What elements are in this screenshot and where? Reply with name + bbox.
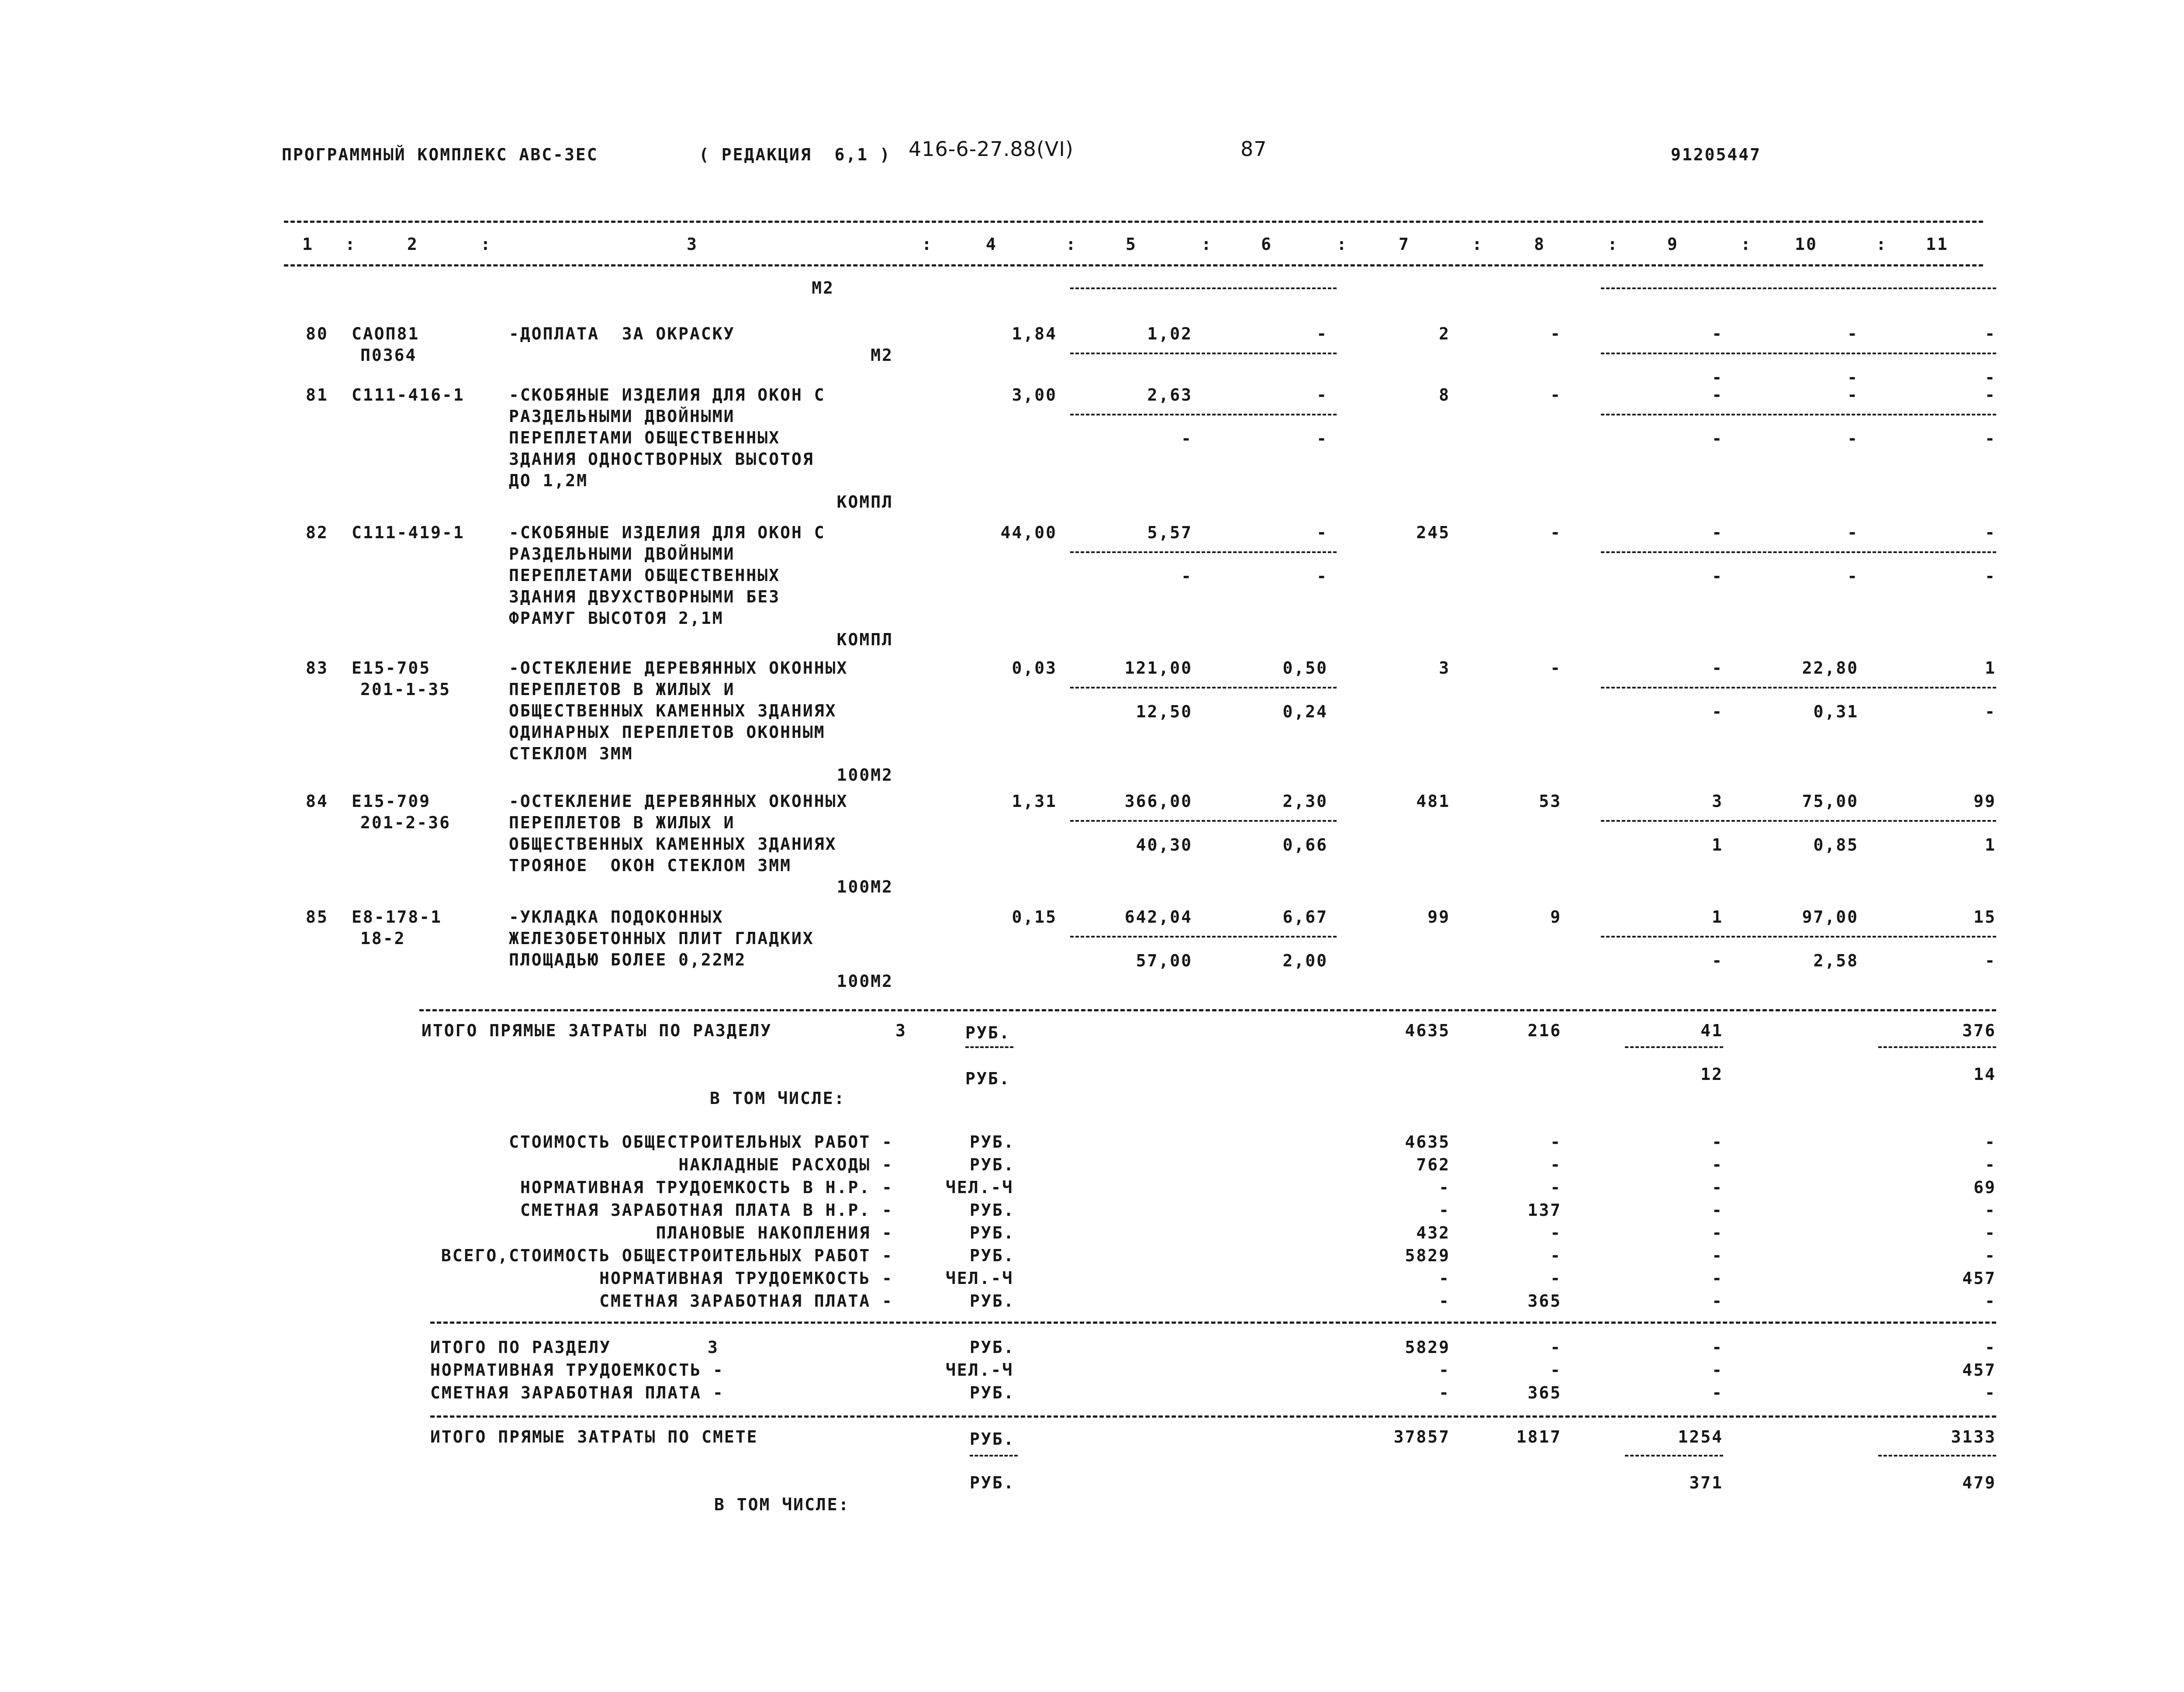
document-number: 91205447	[1671, 145, 1762, 164]
summary-label: ПЛАНОВЫЕ НАКОПЛЕНИЯ -	[656, 1223, 893, 1242]
unit-label: РУБ.	[970, 1223, 1015, 1242]
total-wage-value: -	[1550, 523, 1562, 542]
machine-cost-value: -	[1712, 1269, 1723, 1288]
labor-total-value: 69	[1973, 1178, 1996, 1197]
labor-total-value: 457	[1962, 1269, 1996, 1288]
unit-label: РУБ.	[970, 1473, 1015, 1492]
cell-rule	[965, 1046, 1013, 1048]
cell-rule	[1070, 414, 1337, 415]
column-separator: :	[1201, 235, 1213, 254]
machine-sub-value: -	[1712, 368, 1723, 387]
total-cost-value: 5829	[1405, 1338, 1450, 1357]
unit-label: М2	[812, 278, 834, 298]
unit-label: КОМПЛ	[836, 492, 893, 512]
unit-cost-sub-value: -	[1181, 429, 1192, 448]
cell-rule	[1601, 936, 1996, 938]
page-number: 87	[1241, 137, 1267, 161]
total-cost-value: -	[1439, 1201, 1450, 1220]
section-total-rule	[419, 1009, 1996, 1011]
unit-label: РУБ.	[970, 1201, 1015, 1220]
total-wage-value: -	[1550, 1132, 1562, 1152]
total-cost-value: -	[1439, 1178, 1450, 1197]
machine-cost-value: -	[1712, 1155, 1723, 1174]
unit-label: КОМПЛ	[836, 630, 893, 649]
cell-rule	[1070, 353, 1337, 354]
total-cost-value: 481	[1416, 792, 1450, 811]
machine-cost-value: 1	[1712, 907, 1723, 927]
total-cost-value: -	[1439, 1269, 1450, 1288]
total-wage-value: 365	[1527, 1291, 1562, 1311]
machine-cost-value: -	[1712, 1178, 1723, 1197]
unit-label: РУБ.	[970, 1132, 1015, 1152]
cell-rule	[1070, 820, 1337, 822]
quantity-value: 44,00	[1000, 523, 1057, 542]
program-name: ПРОГРАММНЫЙ КОМПЛЕКС АВС-ЗЕС	[282, 145, 598, 164]
total-wage-value: -	[1550, 1360, 1562, 1380]
labor-total-value: -	[1985, 385, 1996, 405]
column-header-6: 6	[1261, 235, 1272, 254]
cell-rule	[1601, 820, 1996, 822]
item-description: -СКОБЯНЫЕ ИЗДЕЛИЯ ДЛЯ ОКОН С	[509, 385, 826, 405]
column-separator: :	[1066, 235, 1077, 254]
item-description: ЖЕЛЕЗОБЕТОННЫХ ПЛИТ ГЛАДКИХ	[509, 929, 814, 948]
labor-total-value: -	[1985, 1246, 1996, 1265]
machine-cost-value: -	[1712, 1360, 1723, 1380]
unit-cost-sub-value: 40,30	[1136, 835, 1192, 855]
item-code: Е15-709	[352, 792, 431, 811]
unit-label: РУБ.	[970, 1429, 1015, 1449]
unit-label: РУБ.	[970, 1246, 1015, 1265]
item-description: СТЕКЛОМ 3ММ	[509, 744, 633, 763]
item-description: РАЗДЕЛЬНЫМИ ДВОЙНЫМИ	[509, 407, 735, 426]
labor-value: 22,80	[1802, 658, 1859, 678]
labor-total-value: -	[1985, 1338, 1996, 1357]
item-description: ЗДАНИЯ ОДНОСТВОРНЫХ ВЫСОТОЯ	[509, 450, 814, 469]
labor-total-value: -	[1985, 1383, 1996, 1402]
section-final-label: ИТОГО ПО РАЗДЕЛУ	[430, 1338, 612, 1357]
labor-value: -	[1847, 324, 1859, 343]
row-number: 80	[306, 324, 328, 343]
column-separator: :	[1741, 235, 1752, 254]
item-code: САОП81	[352, 324, 420, 343]
unit-wage-value: -	[1317, 385, 1328, 405]
unit-label: ЧЕЛ.-Ч	[946, 1360, 1014, 1380]
total-cost-value: -	[1439, 1291, 1450, 1311]
unit-label: ЧЕЛ.-Ч	[946, 1269, 1014, 1288]
machine-cost-value: 3	[1712, 792, 1723, 811]
labor-value: -	[1847, 523, 1859, 542]
labor-total-value: -	[1985, 1223, 1996, 1242]
unit-cost-value: 121,00	[1124, 658, 1192, 678]
cell-rule	[1070, 936, 1337, 938]
total-cost-value: -	[1439, 1383, 1450, 1402]
machine-cost-value: -	[1712, 1201, 1723, 1220]
unit-label: РУБ.	[970, 1338, 1015, 1357]
machine-cost-value: -	[1712, 1383, 1723, 1402]
total-wage-value: 137	[1527, 1201, 1562, 1220]
column-header-7: 7	[1399, 235, 1410, 254]
total-wage-value: -	[1550, 385, 1562, 405]
row-number: 81	[306, 385, 328, 405]
total-cost-value: 99	[1427, 907, 1450, 927]
unit-label: ЧЕЛ.-Ч	[946, 1178, 1014, 1197]
column-separator: :	[1337, 235, 1348, 254]
total-wage-value: -	[1550, 324, 1562, 343]
total-cost-value: 762	[1416, 1155, 1450, 1174]
unit-wage-value: -	[1317, 324, 1328, 343]
total-wage-value: -	[1550, 1269, 1562, 1288]
column-separator: :	[1876, 235, 1887, 254]
unit-label: РУБ.	[970, 1155, 1015, 1174]
item-description: ОДИНАРНЫХ ПЕРЕПЛЕТОВ ОКОННЫМ	[509, 723, 826, 742]
column-header-10: 10	[1795, 235, 1818, 254]
total-cost-value: 4635	[1405, 1132, 1450, 1152]
total-wage-value: 1817	[1516, 1427, 1562, 1446]
unit-wage-value: 2,30	[1282, 792, 1328, 811]
machine-sub-value: -	[1712, 429, 1723, 448]
item-description: -ОСТЕКЛЕНИЕ ДЕРЕВЯННЫХ ОКОННЫХ	[509, 792, 848, 811]
machine-cost-value: -	[1712, 385, 1723, 405]
cell-rule	[970, 1455, 1018, 1457]
labor-total-value: 1	[1985, 658, 1996, 678]
total-cost-value: -	[1439, 1360, 1450, 1380]
row-number: 82	[306, 523, 328, 542]
table-top-rule	[284, 221, 1983, 223]
unit-label: РУБ.	[965, 1023, 1011, 1042]
cell-rule	[1625, 1046, 1723, 1048]
item-description: РАЗДЕЛЬНЫМИ ДВОЙНЫМИ	[509, 544, 735, 564]
labor-total-value: -	[1985, 1201, 1996, 1220]
labor-total-sub-value: -	[1985, 429, 1996, 448]
item-description: ПЕРЕПЛЕТАМИ ОБЩЕСТВЕННЫХ	[509, 428, 781, 447]
labor-total-value: 457	[1962, 1360, 1996, 1380]
estimate-total-rule	[430, 1415, 1996, 1418]
item-description: ПЕРЕПЛЕТОВ В ЖИЛЫХ И	[509, 813, 735, 832]
item-description: ПЕРЕПЛЕТАМИ ОБЩЕСТВЕННЫХ	[509, 566, 781, 585]
total-wage-value: 216	[1527, 1021, 1562, 1040]
unit-wage-value: 0,50	[1282, 658, 1328, 678]
unit-label: 100М2	[836, 972, 893, 991]
total-wage-value: 365	[1527, 1383, 1562, 1402]
row-number: 83	[306, 658, 328, 678]
column-header-9: 9	[1667, 235, 1679, 254]
summary-label: ВСЕГО,СТОИМОСТЬ ОБЩЕСТРОИТЕЛЬНЫХ РАБОТ -	[441, 1246, 893, 1265]
column-header-3: 3	[687, 235, 698, 254]
unit-cost-value: 5,57	[1147, 523, 1192, 542]
labor-value: 75,00	[1802, 792, 1859, 811]
summary-label: НОРМАТИВНАЯ ТРУДОЕМКОСТЬ В Н.Р. -	[520, 1178, 893, 1197]
item-description: ОБЩЕСТВЕННЫХ КАМЕННЫХ ЗДАНИЯХ	[509, 834, 837, 854]
project-code: 416-6-27.88(VI)	[909, 137, 1074, 161]
unit-label: РУБ.	[970, 1291, 1015, 1311]
cell-rule	[1878, 1046, 1996, 1048]
machine-cost-value: -	[1712, 1291, 1723, 1311]
machine-cost-value: -	[1712, 1246, 1723, 1265]
unit-wage-sub-value: 2,00	[1282, 951, 1328, 970]
quantity-value: 3,00	[1012, 385, 1057, 405]
column-separator: :	[922, 235, 933, 254]
total-wage-value: -	[1550, 1223, 1562, 1242]
table-header-bottom-rule	[284, 264, 1983, 266]
labor-total-sub-value: -	[1985, 567, 1996, 586]
section-number: 3	[895, 1021, 907, 1040]
total-wage-value: -	[1550, 658, 1562, 678]
cell-rule	[1601, 287, 1996, 289]
item-description: -ОСТЕКЛЕНИЕ ДЕРЕВЯННЫХ ОКОННЫХ	[509, 658, 848, 678]
item-code: 201-2-36	[360, 813, 451, 832]
labor-sub-value: -	[1847, 368, 1859, 387]
cell-rule	[1070, 551, 1337, 553]
item-description: ПЕРЕПЛЕТОВ В ЖИЛЫХ И	[509, 680, 735, 699]
item-code: 18-2	[360, 929, 406, 948]
column-header-11: 11	[1926, 235, 1949, 254]
column-separator: :	[1607, 235, 1619, 254]
column-header-8: 8	[1534, 235, 1545, 254]
unit-label: РУБ.	[965, 1069, 1011, 1088]
cell-rule	[1601, 414, 1996, 415]
item-code: С111-419-1	[352, 523, 465, 542]
unit-cost-value: 1,02	[1147, 324, 1192, 343]
section-final-rule	[430, 1322, 1996, 1324]
machine-cost-value: 41	[1700, 1021, 1723, 1040]
quantity-value: 0,15	[1012, 907, 1057, 927]
item-code: Е15-705	[352, 658, 431, 678]
unit-cost-value: 2,63	[1147, 385, 1192, 405]
machine-cost-value: 1254	[1678, 1427, 1723, 1446]
total-wage-value: -	[1550, 1246, 1562, 1265]
labor-sub-value: 2,58	[1813, 951, 1859, 970]
unit-cost-sub-value: -	[1181, 567, 1192, 586]
machine-sub-value: 371	[1689, 1473, 1723, 1492]
cell-rule	[1601, 353, 1996, 354]
machine-cost-value: -	[1712, 324, 1723, 343]
unit-label: 100М2	[836, 877, 893, 896]
item-description: ОБЩЕСТВЕННЫХ КАМЕННЫХ ЗДАНИЯХ	[509, 701, 837, 720]
total-cost-value: 4635	[1405, 1021, 1450, 1040]
section-final-label: НОРМАТИВНАЯ ТРУДОЕМКОСТЬ -	[430, 1360, 724, 1380]
unit-wage-value: 6,67	[1282, 907, 1328, 927]
cell-rule	[1070, 287, 1337, 289]
labor-total-sub-value: 1	[1985, 835, 1996, 855]
column-header-1: 1	[302, 235, 314, 254]
labor-value: -	[1847, 385, 1859, 405]
labor-total-value: 15	[1973, 907, 1996, 927]
total-wage-value: 9	[1550, 907, 1562, 927]
labor-total-value: -	[1985, 523, 1996, 542]
total-cost-value: 8	[1439, 385, 1450, 405]
cell-rule	[1601, 687, 1996, 689]
machine-sub-value: 1	[1712, 835, 1723, 855]
machine-sub-value: 12	[1700, 1065, 1723, 1084]
unit-wage-sub-value: -	[1317, 567, 1328, 586]
total-cost-value: 245	[1416, 523, 1450, 542]
machine-sub-value: -	[1712, 567, 1723, 586]
item-description: ЗДАНИЯ ДВУХСТВОРНЫМИ БЕЗ	[509, 587, 781, 606]
total-wage-value: -	[1550, 1338, 1562, 1357]
item-description: ФРАМУГ ВЫСОТОЯ 2,1М	[509, 609, 724, 628]
unit-wage-value: -	[1317, 523, 1328, 542]
item-code: 201-1-35	[360, 680, 451, 699]
unit-wage-sub-value: 0,24	[1282, 702, 1328, 721]
unit-label: 100М2	[836, 765, 893, 785]
item-description: ПЛОЩАДЬЮ БОЛЕЕ 0,22М2	[509, 950, 746, 969]
summary-label: НАКЛАДНЫЕ РАСХОДЫ -	[678, 1155, 893, 1174]
unit-wage-sub-value: 0,66	[1282, 835, 1328, 855]
including-label: В ТОМ ЧИСЛЕ:	[710, 1089, 846, 1108]
total-cost-value: 432	[1416, 1223, 1450, 1242]
column-separator: :	[345, 235, 356, 254]
labor-total-value: -	[1985, 1155, 1996, 1174]
summary-label: СМЕТНАЯ ЗАРАБОТНАЯ ПЛАТА -	[599, 1291, 893, 1311]
labor-total-value: -	[1985, 1291, 1996, 1311]
program-edition: ( РЕДАКЦИЯ 6,1 )	[699, 145, 891, 164]
unit-cost-value: 642,04	[1124, 907, 1192, 927]
column-header-2: 2	[407, 235, 418, 254]
total-wage-value: 53	[1539, 792, 1562, 811]
item-description: ТРОЯНОЕ ОКОН СТЕКЛОМ 3ММ	[509, 856, 791, 875]
unit-label: РУБ.	[970, 1383, 1015, 1402]
section-number: 3	[708, 1338, 719, 1357]
row-number: 85	[306, 907, 328, 927]
machine-sub-value: -	[1712, 951, 1723, 970]
column-separator: :	[480, 235, 492, 254]
labor-sub-value: -	[1847, 567, 1859, 586]
labor-sub-value: -	[1847, 429, 1859, 448]
labor-total-sub-value: 479	[1962, 1473, 1996, 1492]
section-total-label: ИТОГО ПРЯМЫЕ ЗАТРАТЫ ПО РАЗДЕЛУ	[422, 1021, 772, 1040]
summary-label: СМЕТНАЯ ЗАРАБОТНАЯ ПЛАТА В Н.Р. -	[520, 1201, 893, 1220]
labor-total-sub-value: -	[1985, 368, 1996, 387]
including-label: В ТОМ ЧИСЛЕ:	[714, 1495, 850, 1514]
summary-label: СТОИМОСТЬ ОБЩЕСТРОИТЕЛЬНЫХ РАБОТ -	[509, 1132, 893, 1152]
unit-wage-sub-value: -	[1317, 429, 1328, 448]
machine-cost-value: -	[1712, 1338, 1723, 1357]
labor-total-value: 99	[1973, 792, 1996, 811]
row-number: 84	[306, 792, 328, 811]
item-code: Е8-178-1	[352, 907, 442, 927]
quantity-value: 0,03	[1012, 658, 1057, 678]
total-cost-value: 2	[1439, 324, 1450, 343]
item-description: -СКОБЯНЫЕ ИЗДЕЛИЯ ДЛЯ ОКОН С	[509, 523, 826, 542]
unit-cost-sub-value: 12,50	[1136, 702, 1192, 721]
labor-total-value: -	[1985, 324, 1996, 343]
section-final-label: СМЕТНАЯ ЗАРАБОТНАЯ ПЛАТА -	[430, 1383, 724, 1402]
cell-rule	[1070, 687, 1337, 689]
item-code: С111-416-1	[352, 385, 465, 405]
total-cost-value: 37857	[1393, 1427, 1450, 1446]
machine-cost-value: -	[1712, 1132, 1723, 1152]
total-wage-value: -	[1550, 1155, 1562, 1174]
unit-cost-sub-value: 57,00	[1136, 951, 1192, 970]
estimate-total-label: ИТОГО ПРЯМЫЕ ЗАТРАТЫ ПО СМЕТЕ	[430, 1427, 758, 1446]
quantity-value: 1,31	[1012, 792, 1057, 811]
unit-label: М2	[871, 346, 893, 365]
labor-total-sub-value: -	[1985, 951, 1996, 970]
item-description: -ДОПЛАТА ЗА ОКРАСКУ	[509, 324, 735, 343]
unit-cost-value: 366,00	[1124, 792, 1192, 811]
column-separator: :	[1472, 235, 1483, 254]
labor-total-sub-value: 14	[1973, 1065, 1996, 1084]
total-wage-value: -	[1550, 1178, 1562, 1197]
cell-rule	[1601, 551, 1996, 553]
quantity-value: 1,84	[1012, 324, 1057, 343]
labor-sub-value: 0,85	[1813, 835, 1859, 855]
total-cost-value: 5829	[1405, 1246, 1450, 1265]
item-code: П0364	[360, 346, 417, 365]
column-header-4: 4	[986, 235, 997, 254]
cell-rule	[1878, 1455, 1996, 1457]
labor-total-value: -	[1985, 1132, 1996, 1152]
labor-value: 97,00	[1802, 907, 1859, 927]
labor-total-value: 3133	[1951, 1427, 1996, 1446]
labor-total-sub-value: -	[1985, 702, 1996, 721]
machine-cost-value: -	[1712, 658, 1723, 678]
column-header-5: 5	[1126, 235, 1137, 254]
cell-rule	[1625, 1455, 1723, 1457]
summary-label: НОРМАТИВНАЯ ТРУДОЕМКОСТЬ -	[599, 1269, 893, 1288]
machine-cost-value: -	[1712, 523, 1723, 542]
machine-sub-value: -	[1712, 702, 1723, 721]
total-cost-value: 3	[1439, 658, 1450, 678]
machine-cost-value: -	[1712, 1223, 1723, 1242]
item-description: ДО 1,2М	[509, 471, 588, 490]
labor-sub-value: 0,31	[1813, 702, 1859, 721]
labor-total-value: 376	[1962, 1021, 1996, 1040]
item-description: -УКЛАДКА ПОДОКОННЫХ	[509, 907, 724, 927]
